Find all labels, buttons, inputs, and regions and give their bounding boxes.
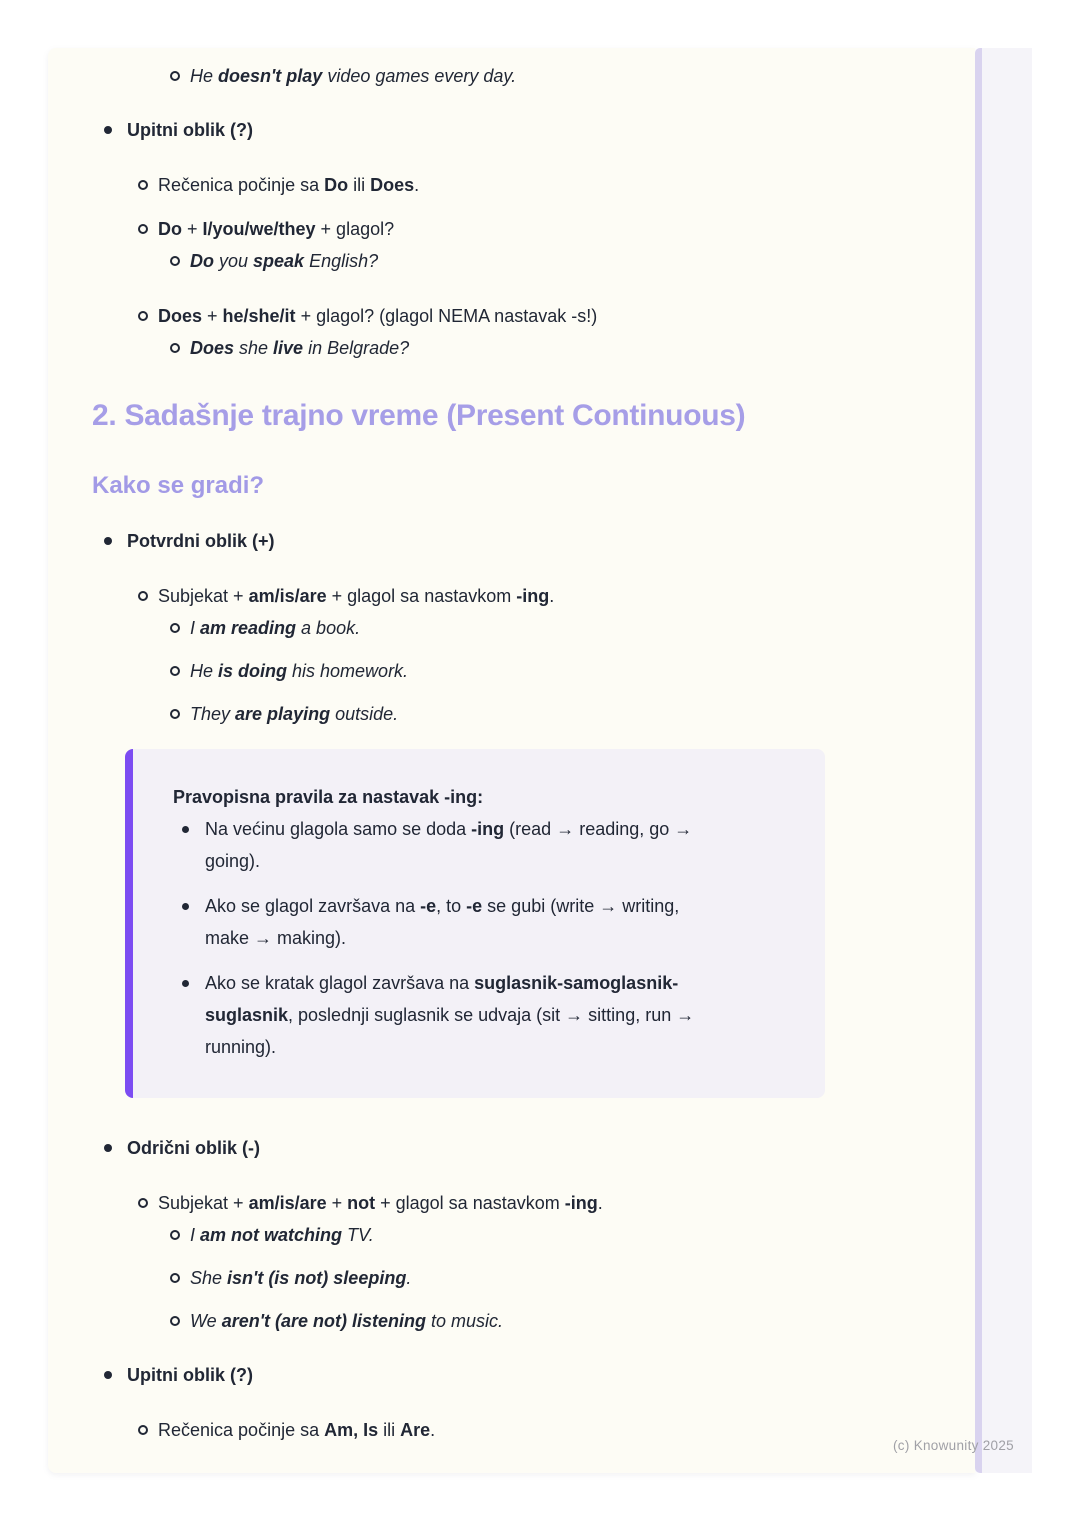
callout-list-item (173, 890, 805, 954)
text-run: . (549, 586, 555, 606)
text-run: Na većinu glagola samo se doda (205, 819, 472, 839)
text-run: Rečenica počinje sa (158, 1420, 325, 1440)
circle-bullet-icon (138, 224, 148, 234)
text-run: Subjekat + (158, 1193, 249, 1213)
text-run: , poslednji suglasnik se udvaja (sit → sitting, run → (288, 1005, 695, 1025)
list-item (48, 332, 945, 364)
bullet-icon (104, 1144, 112, 1152)
text-run: suglasnik (205, 1005, 289, 1025)
circle-bullet-icon (170, 71, 180, 81)
list-item (48, 300, 945, 332)
text-run: . (430, 1420, 436, 1440)
text-run: + (326, 1193, 348, 1213)
text-run: ili (378, 1420, 401, 1440)
list-item (48, 1359, 945, 1391)
text-run: suglasnik-samoglasnik- (474, 973, 679, 993)
text-run: I (190, 1225, 201, 1245)
text-run: We (190, 1311, 222, 1331)
text-run: . (597, 1193, 603, 1213)
bullet-icon (182, 903, 189, 910)
text-run: she (234, 338, 274, 358)
section-heading-present-continuous (48, 396, 975, 436)
circle-bullet-icon (170, 623, 180, 633)
text-run: isn't (is not) sleeping (227, 1268, 407, 1288)
text-run: running). (205, 1037, 277, 1057)
list-item (48, 114, 945, 146)
bullet-icon (104, 537, 112, 545)
text-run: his homework. (287, 661, 409, 681)
bullet-icon (182, 826, 189, 833)
text-run: Subjekat + (158, 586, 249, 606)
circle-bullet-icon (170, 709, 180, 719)
list-item (48, 612, 945, 644)
text-run: Are (400, 1420, 431, 1440)
text-run: (read → reading, go → (504, 819, 693, 839)
text-run: -e (420, 896, 437, 916)
text-run: They (190, 704, 236, 724)
list-item (48, 169, 945, 201)
text-run: Upitni oblik (?) (127, 120, 253, 140)
list-item (48, 213, 945, 245)
circle-bullet-icon (170, 666, 180, 676)
text-run: doesn't play (218, 66, 323, 86)
text-run: am/is/are (248, 1193, 327, 1213)
list-item (48, 655, 945, 687)
circle-bullet-icon (170, 1230, 180, 1240)
callout-title (173, 781, 805, 813)
document-page (48, 48, 975, 1473)
text-run: Does (370, 175, 415, 195)
circle-bullet-icon (138, 180, 148, 190)
text-run: make → making). (205, 928, 347, 948)
text-run: are playing (235, 704, 331, 724)
list-item (48, 60, 945, 92)
text-run: Pravopisna pravila za nastavak -ing: (173, 787, 484, 807)
text-run: + glagol sa nastavkom (326, 586, 517, 606)
list-item (48, 580, 945, 612)
circle-bullet-icon (170, 256, 180, 266)
next-page-edge (975, 48, 1032, 1473)
text-run: -ing (564, 1193, 598, 1213)
list-item (48, 245, 945, 277)
circle-bullet-icon (170, 1273, 180, 1283)
copyright-watermark: (c) Knowunity 2025 (893, 1438, 1014, 1453)
list-item (48, 1414, 945, 1446)
document-content (48, 48, 975, 1458)
text-run: Upitni oblik (?) (127, 1365, 253, 1385)
text-run: he/she/it (222, 306, 296, 326)
callout-list-item (173, 967, 805, 1063)
text-run: English? (304, 251, 379, 271)
list-item (48, 1219, 945, 1251)
text-run: am/is/are (248, 586, 327, 606)
spelling-rules-callout (125, 749, 825, 1098)
text-run: I (190, 618, 201, 638)
text-run: am reading (200, 618, 297, 638)
text-run: Ako se glagol završava na (205, 896, 421, 916)
text-run: . (406, 1268, 412, 1288)
text-run: + glagol? (315, 219, 395, 239)
list-item (48, 1262, 945, 1294)
text-run: ili (348, 175, 371, 195)
list-item (48, 525, 945, 557)
text-run: Does (158, 306, 203, 326)
text-run: + glagol? (glagol NEMA nastavak -s!) (295, 306, 598, 326)
text-run: -e (466, 896, 483, 916)
text-run: + glagol sa nastavkom (375, 1193, 565, 1213)
text-run: se gubi (write → writing, (482, 896, 680, 916)
text-run: not (347, 1193, 376, 1213)
list-item (48, 698, 945, 730)
callout-list-item (173, 813, 805, 877)
text-run: is doing (218, 661, 288, 681)
text-run: Potvrdni oblik (+) (127, 531, 275, 551)
text-run: He (190, 66, 219, 86)
text-run: -ing (516, 586, 550, 606)
text-run: speak (253, 251, 305, 271)
text-run: + (202, 306, 223, 326)
text-run: Do (190, 251, 214, 271)
text-run: + (182, 219, 203, 239)
subheading-kako-se-gradi (48, 470, 975, 502)
list-item (48, 1132, 945, 1164)
text-run: Do (324, 175, 349, 195)
text-run: you (214, 251, 254, 271)
text-run: TV. (342, 1225, 374, 1245)
text-run: Ako se kratak glagol završava na (205, 973, 475, 993)
text-run: Does (190, 338, 235, 358)
circle-bullet-icon (138, 1198, 148, 1208)
text-run: He (190, 661, 219, 681)
text-run: Rečenica počinje sa (158, 175, 325, 195)
text-run: 2. Sadašnje trajno vreme (Present Continuous) (92, 399, 746, 432)
circle-bullet-icon (170, 1316, 180, 1326)
bullet-icon (182, 980, 189, 987)
text-run: outside. (330, 704, 399, 724)
text-run: Do (158, 219, 182, 239)
circle-bullet-icon (170, 343, 180, 353)
circle-bullet-icon (138, 1425, 148, 1435)
text-run: video games every day. (322, 66, 517, 86)
circle-bullet-icon (138, 591, 148, 601)
text-run: Odrični oblik (-) (127, 1138, 260, 1158)
circle-bullet-icon (138, 311, 148, 321)
text-run: I/you/we/they (202, 219, 316, 239)
bullet-icon (104, 126, 112, 134)
text-run: in Belgrade? (303, 338, 410, 358)
list-item (48, 1187, 945, 1219)
bullet-icon (104, 1371, 112, 1379)
list-item (48, 1305, 945, 1337)
text-run: to music. (426, 1311, 504, 1331)
text-run: Am, Is (324, 1420, 379, 1440)
text-run: live (273, 338, 304, 358)
text-run: aren't (are not) listening (221, 1311, 426, 1331)
text-run: . (414, 175, 420, 195)
text-run: -ing (471, 819, 505, 839)
text-run: going). (205, 851, 261, 871)
text-run: am not watching (200, 1225, 343, 1245)
text-run: a book. (296, 618, 361, 638)
text-run: She (190, 1268, 228, 1288)
text-run: , to (436, 896, 467, 916)
text-run: Kako se gradi? (92, 472, 265, 499)
